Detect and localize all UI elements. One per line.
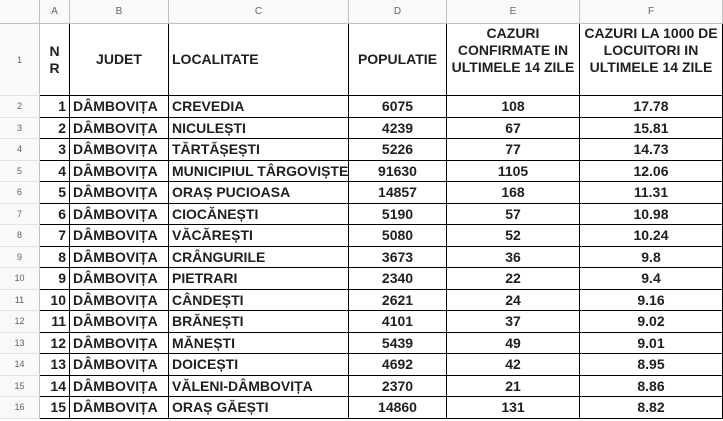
cell-judet[interactable]: DÂMBOVIȚA: [70, 204, 169, 226]
cell-cazuri-14-zile[interactable]: 168: [447, 182, 580, 204]
cell-localitate[interactable]: PIETRARI: [169, 268, 349, 290]
cell-cazuri-la-1000[interactable]: 10.98: [580, 204, 723, 226]
cell-cazuri-la-1000[interactable]: 12.06: [580, 161, 723, 183]
row-header-2[interactable]: 2: [0, 96, 40, 118]
cell-localitate[interactable]: ORAȘ GĂEȘTI: [169, 397, 349, 419]
cell-populatie[interactable]: 5080: [349, 225, 447, 247]
cell-populatie[interactable]: 14860: [349, 397, 447, 419]
column-header-f[interactable]: F: [580, 0, 723, 24]
cell-judet[interactable]: DÂMBOVIȚA: [70, 247, 169, 269]
cell-judet[interactable]: DÂMBOVIȚA: [70, 118, 169, 140]
cell-populatie[interactable]: 6075: [349, 96, 447, 118]
cell-cazuri-14-zile[interactable]: 52: [447, 225, 580, 247]
cell-nr[interactable]: 12: [40, 333, 70, 355]
cell-cazuri-14-zile[interactable]: 57: [447, 204, 580, 226]
cell-populatie[interactable]: 2621: [349, 290, 447, 312]
cell-nr[interactable]: 3: [40, 139, 70, 161]
cell-nr[interactable]: 6: [40, 204, 70, 226]
row-header-3[interactable]: 3: [0, 118, 40, 140]
cell-cazuri-la-1000[interactable]: 9.4: [580, 268, 723, 290]
cell-cazuri-la-1000[interactable]: 9.02: [580, 311, 723, 333]
cell-localitate[interactable]: TĂRTĂȘEȘTI: [169, 139, 349, 161]
cell-judet[interactable]: DÂMBOVIȚA: [70, 139, 169, 161]
cell-cazuri-14-zile[interactable]: 1105: [447, 161, 580, 183]
cell-cazuri-14-zile[interactable]: 37: [447, 311, 580, 333]
header-nr[interactable]: N R: [40, 24, 70, 96]
cell-populatie[interactable]: 4692: [349, 354, 447, 376]
column-header-a[interactable]: A: [40, 0, 70, 24]
cell-cazuri-la-1000[interactable]: 9.8: [580, 247, 723, 269]
cell-populatie[interactable]: 4101: [349, 311, 447, 333]
cell-localitate[interactable]: NICULEȘTI: [169, 118, 349, 140]
cell-judet[interactable]: DÂMBOVIȚA: [70, 333, 169, 355]
cell-cazuri-14-zile[interactable]: 36: [447, 247, 580, 269]
cell-cazuri-14-zile[interactable]: 42: [447, 354, 580, 376]
row-header-12[interactable]: 12: [0, 311, 40, 333]
cell-judet[interactable]: DÂMBOVIȚA: [70, 182, 169, 204]
row-header-8[interactable]: 8: [0, 225, 40, 247]
header-populatie[interactable]: POPULATIE: [349, 24, 447, 96]
cell-nr[interactable]: 10: [40, 290, 70, 312]
cell-judet[interactable]: DÂMBOVIȚA: [70, 225, 169, 247]
select-all-corner[interactable]: [0, 0, 40, 24]
cell-judet[interactable]: DÂMBOVIȚA: [70, 96, 169, 118]
cell-judet[interactable]: DÂMBOVIȚA: [70, 354, 169, 376]
row-header-7[interactable]: 7: [0, 204, 40, 226]
cell-nr[interactable]: 9: [40, 268, 70, 290]
row-header-14[interactable]: 14: [0, 354, 40, 376]
column-header-b[interactable]: B: [70, 0, 169, 24]
cell-localitate[interactable]: MUNICIPIUL TÂRGOVIȘTE: [169, 161, 349, 183]
cell-nr[interactable]: 14: [40, 376, 70, 398]
row-header-1[interactable]: 1: [0, 24, 40, 96]
cell-localitate[interactable]: CÂNDEȘTI: [169, 290, 349, 312]
cell-nr[interactable]: 7: [40, 225, 70, 247]
row-header-11[interactable]: 11: [0, 290, 40, 312]
cell-nr[interactable]: 2: [40, 118, 70, 140]
cell-cazuri-la-1000[interactable]: 10.24: [580, 225, 723, 247]
cell-cazuri-la-1000[interactable]: 14.73: [580, 139, 723, 161]
cell-populatie[interactable]: 2370: [349, 376, 447, 398]
column-header-e[interactable]: E: [447, 0, 580, 24]
cell-cazuri-14-zile[interactable]: 49: [447, 333, 580, 355]
cell-judet[interactable]: DÂMBOVIȚA: [70, 397, 169, 419]
cell-judet[interactable]: DÂMBOVIȚA: [70, 376, 169, 398]
cell-judet[interactable]: DÂMBOVIȚA: [70, 161, 169, 183]
cell-populatie[interactable]: 5226: [349, 139, 447, 161]
cell-judet[interactable]: DÂMBOVIȚA: [70, 268, 169, 290]
cell-localitate[interactable]: VĂLENI-DÂMBOVIȚA: [169, 376, 349, 398]
cell-nr[interactable]: 15: [40, 397, 70, 419]
column-header-d[interactable]: D: [349, 0, 447, 24]
cell-nr[interactable]: 13: [40, 354, 70, 376]
header-judet[interactable]: JUDET: [70, 24, 169, 96]
cell-localitate[interactable]: ORAȘ PUCIOASA: [169, 182, 349, 204]
cell-cazuri-14-zile[interactable]: 108: [447, 96, 580, 118]
cell-nr[interactable]: 4: [40, 161, 70, 183]
column-header-c[interactable]: C: [169, 0, 349, 24]
cell-populatie[interactable]: 4239: [349, 118, 447, 140]
row-header-5[interactable]: 5: [0, 161, 40, 183]
cell-nr[interactable]: 5: [40, 182, 70, 204]
header-cazuri-la-1000[interactable]: CAZURI LA 1000 DE LOCUITORI IN ULTIMELE 14 ZILE: [580, 24, 723, 96]
cell-cazuri-14-zile[interactable]: 131: [447, 397, 580, 419]
cell-cazuri-14-zile[interactable]: 22: [447, 268, 580, 290]
cell-localitate[interactable]: MĂNEȘTI: [169, 333, 349, 355]
cell-cazuri-la-1000[interactable]: 9.16: [580, 290, 723, 312]
row-header-6[interactable]: 6: [0, 182, 40, 204]
cell-populatie[interactable]: 91630: [349, 161, 447, 183]
cell-populatie[interactable]: 3673: [349, 247, 447, 269]
header-localitate[interactable]: LOCALITATE: [169, 24, 349, 96]
cell-populatie[interactable]: 14857: [349, 182, 447, 204]
row-header-4[interactable]: 4: [0, 139, 40, 161]
cell-nr[interactable]: 8: [40, 247, 70, 269]
cell-cazuri-la-1000[interactable]: 9.01: [580, 333, 723, 355]
row-header-15[interactable]: 15: [0, 376, 40, 398]
cell-localitate[interactable]: DOICEȘTI: [169, 354, 349, 376]
cell-localitate[interactable]: CRÂNGURILE: [169, 247, 349, 269]
row-header-10[interactable]: 10: [0, 268, 40, 290]
cell-cazuri-14-zile[interactable]: 21: [447, 376, 580, 398]
cell-localitate[interactable]: VĂCĂREȘTI: [169, 225, 349, 247]
row-header-9[interactable]: 9: [0, 247, 40, 269]
cell-nr[interactable]: 1: [40, 96, 70, 118]
cell-localitate[interactable]: BRĂNEȘTI: [169, 311, 349, 333]
cell-cazuri-la-1000[interactable]: 17.78: [580, 96, 723, 118]
row-header-13[interactable]: 13: [0, 333, 40, 355]
cell-cazuri-la-1000[interactable]: 15.81: [580, 118, 723, 140]
cell-judet[interactable]: DÂMBOVIȚA: [70, 290, 169, 312]
cell-judet[interactable]: DÂMBOVIȚA: [70, 311, 169, 333]
cell-cazuri-14-zile[interactable]: 24: [447, 290, 580, 312]
cell-nr[interactable]: 11: [40, 311, 70, 333]
cell-cazuri-14-zile[interactable]: 67: [447, 118, 580, 140]
cell-localitate[interactable]: CREVEDIA: [169, 96, 349, 118]
cell-cazuri-la-1000[interactable]: 8.82: [580, 397, 723, 419]
cell-populatie[interactable]: 2340: [349, 268, 447, 290]
cell-localitate[interactable]: CIOCĂNEȘTI: [169, 204, 349, 226]
cell-cazuri-14-zile[interactable]: 77: [447, 139, 580, 161]
cell-cazuri-la-1000[interactable]: 11.31: [580, 182, 723, 204]
cell-populatie[interactable]: 5439: [349, 333, 447, 355]
row-header-16[interactable]: 16: [0, 397, 40, 419]
cell-cazuri-la-1000[interactable]: 8.95: [580, 354, 723, 376]
header-cazuri-14-zile[interactable]: CAZURI CONFIRMATE IN ULTIMELE 14 ZILE: [447, 24, 580, 96]
cell-populatie[interactable]: 5190: [349, 204, 447, 226]
cell-cazuri-la-1000[interactable]: 8.86: [580, 376, 723, 398]
